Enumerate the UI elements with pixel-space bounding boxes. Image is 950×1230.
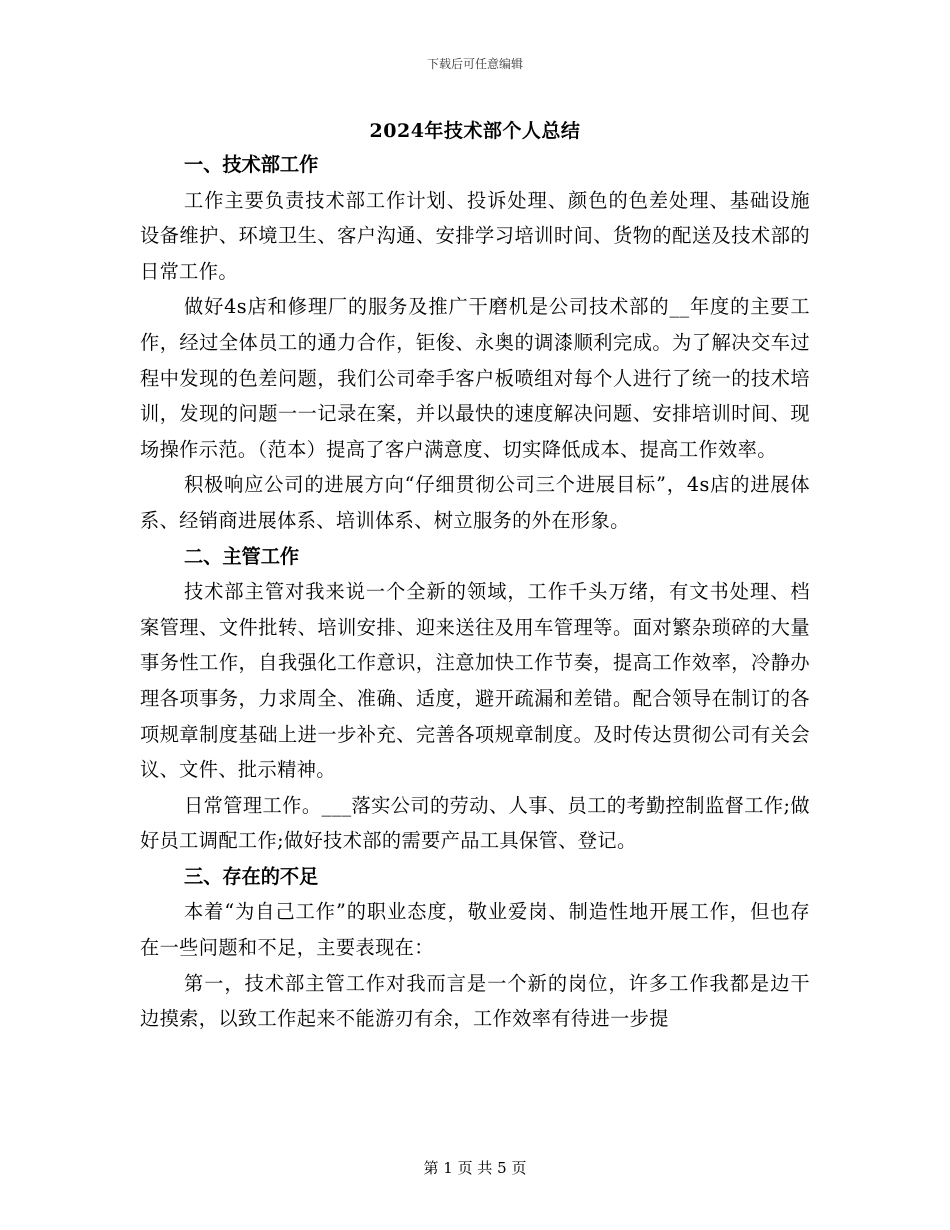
document-title: 2024年技术部个人总结: [369, 120, 581, 142]
section-heading-1: 一、技术部工作: [184, 153, 319, 176]
paragraph: 工作主要负责技术部工作计划、投诉处理、颜色的色差处理、基础设施设备维护、环境卫生、客户沟通、安排学习培训时间、货物的配送及技术部的日常工作。: [140, 188, 810, 283]
paragraph: 技术部主管对我来说一个全新的领域，工作千头万绪，有文书处理、档案管理、文件批转、培训安排、迎来送往及用车管理等。面对繁杂琐碎的大量事务性工作，自我强化工作意识，注意加快工作节奏，提高工作效率，冷静办理各项事务，力求周全、准确、适度，避开疏漏和差错。配合领导在制订的各项规章制度基础上进一步补充、完善各项规章制度。及时传达贯彻公司有关会议、文件、批示精神。: [140, 580, 810, 782]
document-body: [140, 147, 810, 1037]
page-number-footer: 第 1 页 共 5 页: [423, 1159, 527, 1177]
section-heading-2: 二、主管工作: [184, 544, 300, 568]
paragraph: 做好4s店和修理厂的服务及推广干磨机是公司技术部的__年度的主要工作，经过全体员工的通力合作，钜俊、永奥的调漆顺利完成。为了解决交车过程中发现的色差问题，我们公司牵手客户板喷组对每个人进行了统一的技术培训，发现的问题一一记录在案，并以最快的速度解决问题、安排培训时间、现场操作示范。（范本）提高了客户满意度、切实降低成本、提高工作效率。: [140, 295, 810, 461]
section-heading-3: 三、存在的不足: [184, 864, 319, 888]
paragraph: 日常管理工作。___落实公司的劳动、人事、员工的考勤控制监督工作;做好员工调配工作;做好技术部的需要产品工具保管、登记。: [140, 793, 810, 853]
paragraph: 本着“为自己工作”的职业态度，敬业爱岗、制造性地开展工作，但也存在一些问题和不足，主要表现在：: [140, 900, 810, 960]
paragraph: 积极响应公司的进展方向“仔细贯彻公司三个进展目标”，4s店的进展体系、经销商进展体系、培训体系、树立服务的外在形象。: [140, 473, 810, 532]
paragraph: 第一，技术部主管工作对我而言是一个新的岗位，许多工作我都是边干边摸索，以致工作起来不能游刃有余，工作效率有待进一步提: [140, 971, 810, 1031]
header-note: 下载后可任意编辑: [426, 57, 523, 71]
